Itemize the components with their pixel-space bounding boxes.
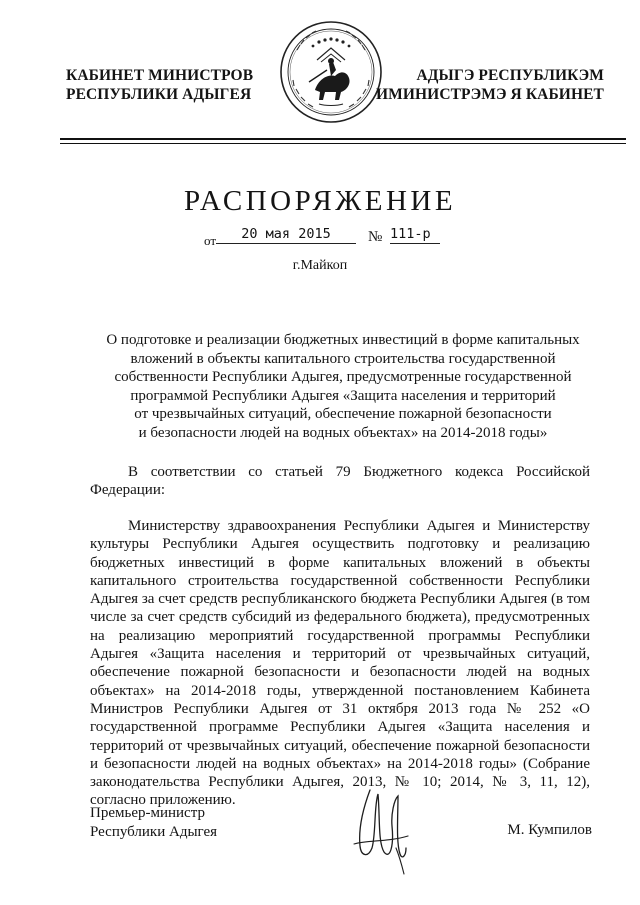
subject-line: от чрезвычайных ситуаций, обеспечение пожарной безопасности [134,406,552,422]
subject-line: вложений в объекты капитального строительства государственной [130,350,556,367]
issuer-line-2: РЕСПУБЛИКИ АДЫГЕЯ [66,86,252,103]
document-number: 111-р [390,226,440,244]
handwritten-signature-icon [348,786,410,876]
issue-city: г.Майкоп [292,258,348,273]
body-paragraph-1-block [90,463,590,500]
issuer-adyghe-line-2: ИМИНИСТРЭМЭ Я КАБИНЕТ [375,86,604,103]
signatory-position-line-1: Премьер-министр [90,805,205,821]
body-paragraph-1: В соответствии со статьей 79 Бюджетного кодекса Российской Федерации: [90,464,590,499]
coat-of-arms-of-adygea-icon [279,20,383,124]
issuer-name-russian [66,66,253,104]
header-divider-thick [60,138,626,140]
issuer-name-adyghe [376,66,604,104]
signatory-position-line-2: Республики Адыгея [90,824,218,840]
subject-line: и безопасности людей на водных объектах» на 2014-2018 годы» [138,424,548,441]
subject-line: собственности Республики Адыгея, предусмотренные государственной [114,369,572,385]
subject-line: О подготовке и реализации бюджетных инвестиций в форме капитальных [106,332,580,348]
body-paragraph-2-block [90,517,590,810]
document-date: 20 мая 2015 [216,226,356,244]
body-paragraph-2: Министерству здравоохранения Республики Адыгея и Министерству культуры Республики Адыгея осуществить подготовку и реализацию бюджетных инвестиций в форме капитальных вложений в объекты капитального строительства государственной собственности Республики Адыгея за счет средств республиканского бюджета Республики Адыгея (в том числе за счет средств субсидий из федерального бюджета), предусмотренных на реализацию мероприятий государственной программы Республики Адыгея «Защита населения и территорий от чрезвычайных ситуаций, обеспечение пожарной безопасности и безопасности людей на водных объектах» на 2014-2018 годы, утвержденной постановлением Кабинета Министров Республики Адыгея от 31 октября 2013 года № 252 «О государственной программе Республики Адыгея «Защита населения и территорий от чрезвычайных ситуаций, обеспечение пожарной безопасности и безопасности людей на водных объектах» на 2014-2018 годы» (Собрание законодательства Республики Адыгея, 2013, № 10; 2014, № 3, 11, 12), согласно приложению. [90,518,590,809]
header-divider-thin [60,143,626,144]
date-prefix: от [204,233,217,248]
subject-line: программой Республики Адыгея «Защита населения и территорий [130,387,556,404]
document-type-title: РАСПОРЯЖЕНИЕ [183,185,457,217]
issuer-line-1: КАБИНЕТ МИНИСТРОВ [66,67,254,84]
document-subject [60,331,626,442]
signatory-position [90,804,217,842]
number-prefix: № [368,229,383,245]
issuer-adyghe-line-1: АДЫГЭ РЕСПУБЛИКЭМ [416,67,604,84]
signatory-name: М. Кумпилов [507,822,592,838]
